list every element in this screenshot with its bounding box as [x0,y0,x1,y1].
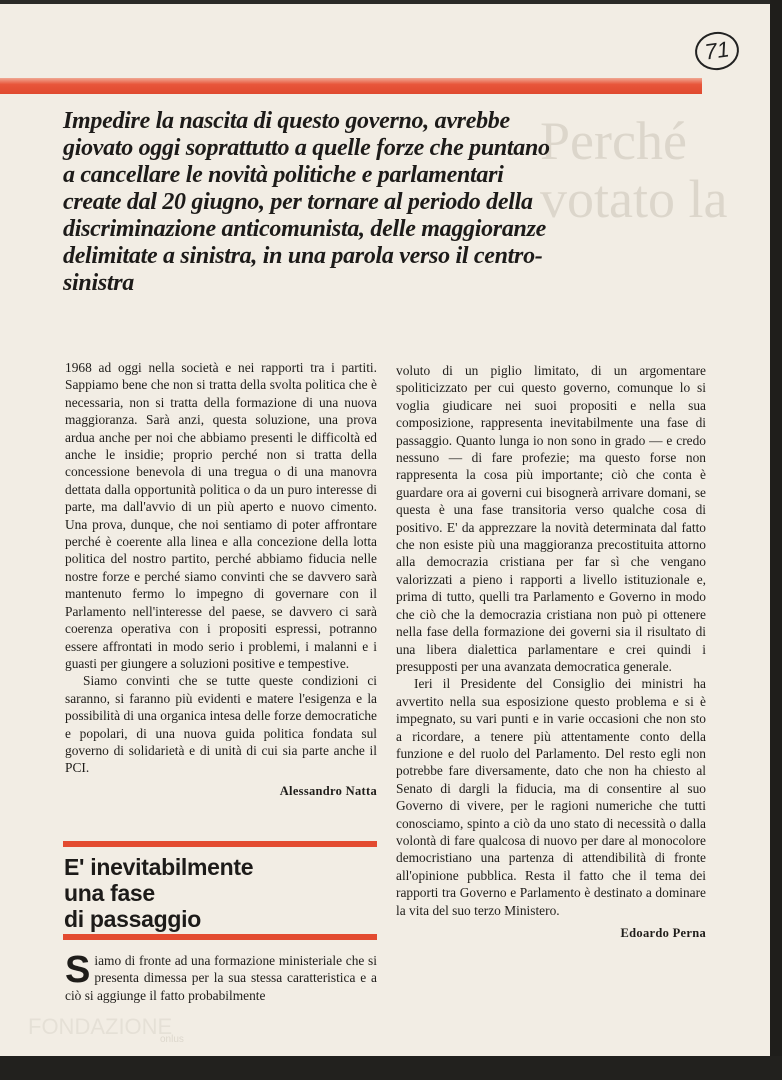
article-subtitle: Impedire la nascita di questo governo, avrebbe giovato oggi soprattutto a quelle forze che puntano a cancellare le novità politiche e parlamentari create dal 20 giugno, per tornare al periodo della discriminazione anticomunista, delle maggioranze delimitate a sinistra, in una parola verso il centro-sinistra [63,108,550,296]
signature-perna: Edoardo Perna [620,926,706,940]
watermark: FONDAZIONE [28,1014,173,1039]
bleed-through-title: Perché votato la [540,111,728,229]
watermark-small: onlus [160,1034,184,1045]
left-column [65,359,377,800]
scan-edge-bottom [0,1056,782,1080]
drop-cap: S [65,949,91,991]
scan-edge-right [770,0,782,1080]
signature-natta: Alessandro Natta [279,783,377,798]
right-column [396,362,706,942]
right-paragraph-1: voluto di un piglio limitato, di un argomentare spoliticizzato per cui questo governo, comunque lo si voglia giudicare nei suoi propositi e nella sua composizione, rappresenta inevitabilmente una fase di passaggio. Quanto lunga io non sono in grado — e credo nessuno — di fare profezie; ma questo forse non rappresenta la cosa più importante; ciò che conta è guardare ora ai governi cui bisognerà arrivare domani, se questa è una fase transitoria verso qualche cosa di positivo. E' da apprezzare la novità determinata dal fatto che non esiste più una maggioranza precostituita attorno alla democrazia cristiana per far sì che vengano valorizzati a pieno i rapporti a livello istituzionale e, prima di tutto, quelli tra Parlamento e Governo in modo che ciò che la democrazia cristiana non può pi ottenere nella fase della formazione dei governi sia il risultato di una libera dialettica parlamentare e crei quindi i presupposti per una avanzata democratica generale. [396,363,706,674]
section-top-bar [63,841,377,847]
right-paragraph-2: Ieri il Presidente del Consiglio dei ministri ha avvertito nella sua esposizione questo problema e si è impegnato, su vari punti e in varie occasioni che non sto a ricordare, a tenere più attentamente conto della funzione e del ruolo del Parlamento. Del resto egli non potrebbe fare diversamente, dato che non ha chiesto al Senato di dargli la fiducia, ma di consentire al suo Governo di vivere, per le ragioni numeriche che tutti conosciamo, spinto a ciò da uno stato di necessità o dalla volontà di fare qualcosa di nuovo per dare al monocolore democristiano una partenza di attendibilità di fronte all'opinione pubblica. Resta il fatto che il tema dei rapporti tra Governo e Parlamento è destinato a dominare la vita del suo terzo Ministero. [396,676,706,918]
red-header-bar [0,78,702,94]
section-bottom-bar [63,934,377,940]
section-body [65,949,377,1004]
section-body-text: iamo di fronte ad una formazione ministeriale che si presenta dimessa per la sua stessa caratteristica e a ciò si aggiunge il fatto probabilmente [65,953,377,1003]
left-paragraph-1: 1968 ad oggi nella società e nei rapporti tra i partiti. Sappiamo bene che non si tratta della svolta politica che è necessaria, non si tratta della formazione di una nuova maggioranza. Sarà anzi, questa soluzione, una prova ardua anche per noi che abbiamo presenti le difficoltà ed anche le insidie; proprio perché non si tratta della concessione benevola di una tregua o di una manovra dettata dalla opportunità politica o da un puro interesse di parte, ma dall'avvio di un più aperto e nuovo cimento. Una prova, dunque, che noi sentiamo di poter affrontare perché è coerente alla linea e alla concezione della lotta politica del nostro partito, perché abbiamo fiducia nelle nostre forze e perché siamo convinti che se davvero sarà mantenuto fermo lo impegno di governare con il Parlamento nell'interesse del paese, se davvero ci sarà coerenza operativa con i propositi espressi, potranno essere affrontati in modo serio i problemi, i malanni e i guasti per giungere a soluzioni positive e tempestive. [65,360,377,671]
section-title: E' inevitabilmente una fase di passaggio [64,854,254,932]
page-number: 71 [693,29,742,73]
document-page [0,4,772,1056]
left-paragraph-2: Siamo convinti che se tutte queste condizioni ci saranno, si faranno più evidenti e matere l'esigenza e la possibilità di una organica intesa delle forze democratiche e popolari, di una nuova guida politica fondata sul governo di solidarietà e di unità di cui sia parte anche il PCI. [65,673,377,776]
